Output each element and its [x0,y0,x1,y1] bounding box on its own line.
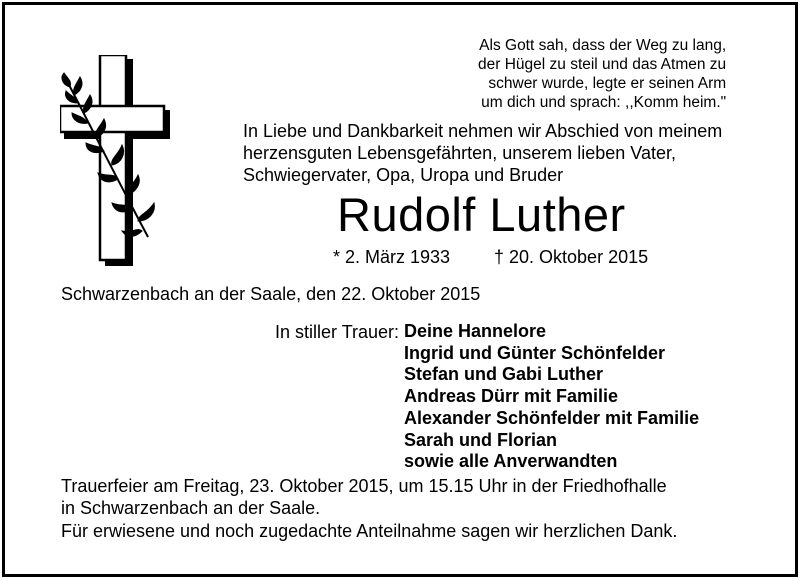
intro-line: Schwiegervater, Opa, Uropa und Bruder [243,165,564,185]
thanks-note: Für erwiesene und noch zugedachte Anteilnahme sagen wir herzlichen Dank. [61,521,678,541]
poem-line: Als Gott sah, dass der Weg zu lang, [479,37,727,54]
poem [478,36,726,112]
mourner-entry: Andreas Dürr mit Familie [404,386,619,407]
funeral-line: Trauerfeier am Freitag, 23. Oktober 2015, um 15.15 Uhr in der Friedhofhalle [61,476,667,496]
place-date: Schwarzenbach an der Saale, den 22. Oktober 2015 [61,284,481,304]
cross-with-palm-branch-icon [60,55,170,270]
poem-line: um dich und sprach: ,,Komm heim." [481,94,727,111]
intro-line: herzensguten Lebensgefährten, unserem lieben Vater, [243,143,676,163]
poem-line: schwer wurde, legte er seinen Arm [488,75,727,92]
intro-line: In Liebe und Dankbarkeit nehmen wir Abschied von meinem [243,121,723,141]
death-date: † 20. Oktober 2015 [494,247,649,267]
mourner-entry: Alexander Schönfelder mit Familie [404,407,700,428]
mourner-entry: sowie alle Anverwandten [404,451,618,472]
funeral-info [61,475,667,519]
mourner-entry: Sarah und Florian [404,429,558,450]
mourner-entry: Deine Hannelore [404,321,547,341]
mourner-entry: Stefan und Gabi Luther [404,364,604,385]
mourner-entry: Ingrid und Günter Schönfelder [404,342,665,363]
deceased-name: Rudolf Luther [337,188,626,241]
mourners-list [404,321,699,473]
intro-text [243,120,722,186]
birth-date: * 2. März 1933 [333,247,451,267]
poem-line: der Hügel zu steil und das Atmen zu [478,56,727,73]
mourning-label: In stiller Trauer: [275,322,400,342]
funeral-line: in Schwarzenbach an der Saale. [61,498,321,518]
